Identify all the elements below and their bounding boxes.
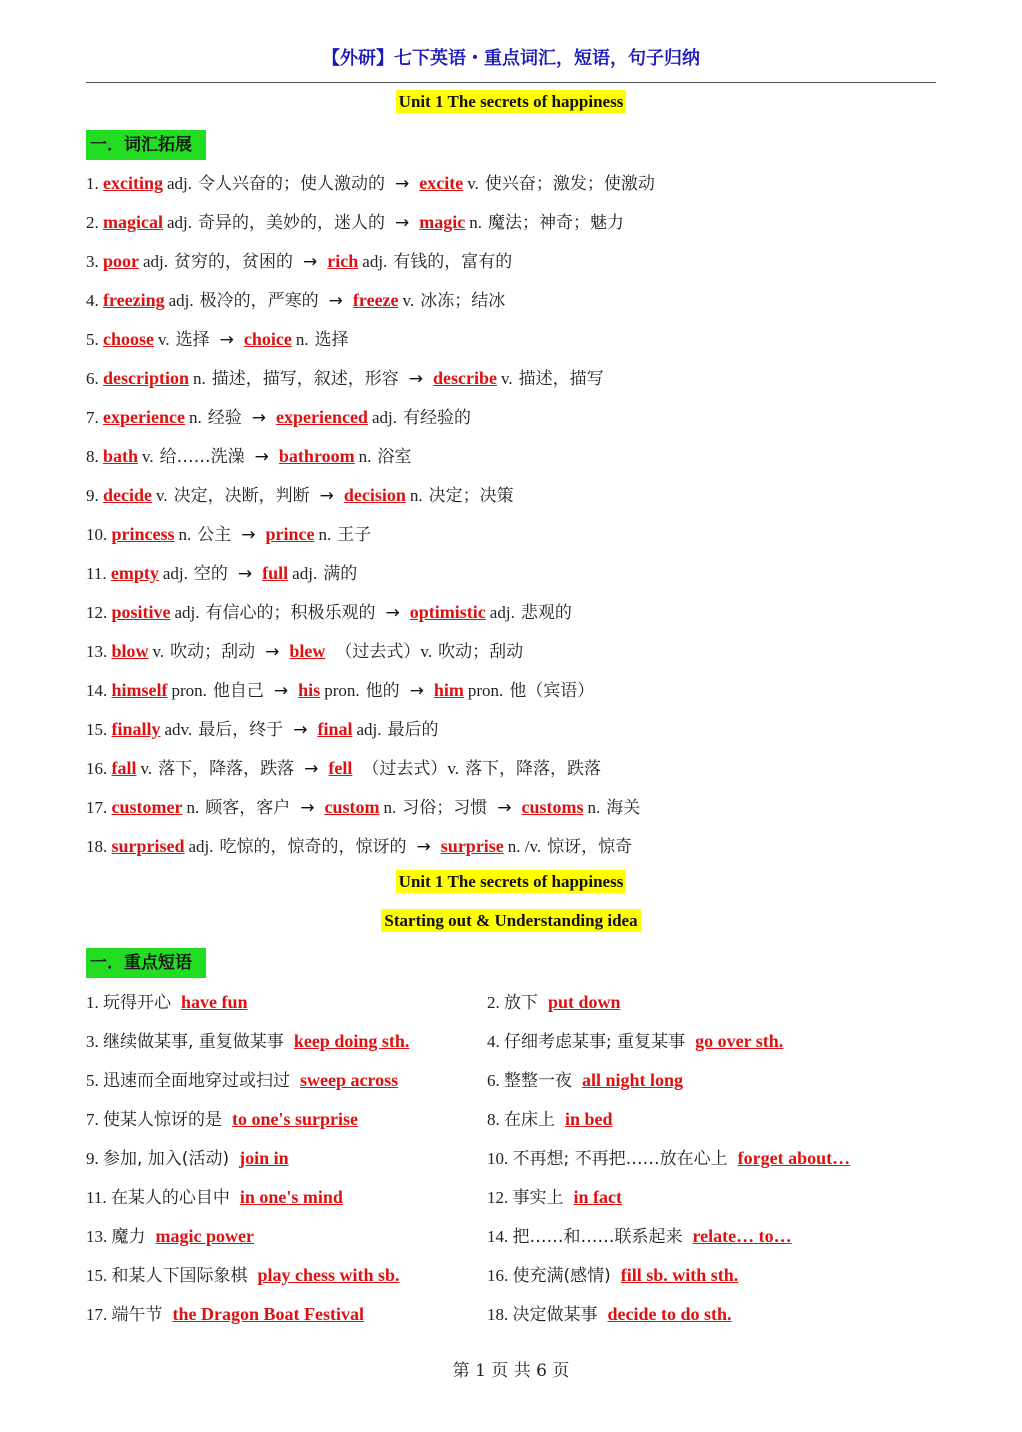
lesson-subtitle-text: Starting out & Understanding idea <box>381 909 640 932</box>
phrase-answer: in bed <box>565 1109 613 1129</box>
document-title: 【外研】七下英语・重点词汇，短语，句子归纳 <box>322 48 700 69</box>
vocab-answer: experience <box>103 407 185 427</box>
vocab-row <box>86 756 601 780</box>
title-divider <box>86 82 936 83</box>
part-of-speech: pron. <box>324 681 360 700</box>
vocab-answer: his <box>298 680 321 700</box>
phrase-meaning: 事实上 <box>512 1188 564 1208</box>
part-of-speech: adj. <box>174 603 200 622</box>
part-of-speech: n. <box>186 798 200 817</box>
vocab-number: 15. <box>86 720 112 739</box>
phrase-answer: put down <box>548 992 621 1012</box>
phrase-number: 7. <box>86 1110 103 1129</box>
phrase-number: 13. <box>86 1227 112 1246</box>
chinese-meaning: 使兴奋；激发；使激动 <box>484 174 655 194</box>
chinese-meaning: （过去式） <box>335 642 421 662</box>
vocab-answer: finally <box>111 719 161 739</box>
phrase-number: 6. <box>487 1071 504 1090</box>
chinese-meaning: 顾客，客户 <box>205 798 291 818</box>
chinese-meaning: 他自己 <box>212 681 264 701</box>
phrase-number: 11. <box>86 1188 111 1207</box>
part-of-speech: v. <box>140 759 153 778</box>
part-of-speech: n. <box>178 525 192 544</box>
part-of-speech: adj. <box>162 564 188 583</box>
vocab-number: 14. <box>86 681 112 700</box>
part-of-speech: v. <box>156 486 168 505</box>
vocab-answer: choose <box>103 329 154 349</box>
vocab-answer: empty <box>110 563 159 583</box>
chinese-meaning: 贫穷的，贫困的 <box>174 252 294 272</box>
phrase-number: 18. <box>487 1305 513 1324</box>
vocab-answer: experienced <box>275 407 368 427</box>
part-of-speech: adj. <box>489 603 515 622</box>
phrase-answer: have fun <box>181 992 248 1012</box>
phrase-meaning: 使充满(感情) <box>512 1266 611 1286</box>
vocab-answer: princess <box>111 524 175 544</box>
chinese-meaning: 决定；决策 <box>428 486 514 506</box>
phrase-item <box>487 1107 617 1131</box>
vocab-answer: customs <box>521 797 584 817</box>
phrase-answer: to one's surprise <box>232 1109 358 1129</box>
phrase-meaning: 把……和……联系起来 <box>512 1227 683 1247</box>
chinese-meaning: 奇异的，美妙的，迷人的 <box>198 213 386 233</box>
chinese-meaning: 惊讶，惊奇 <box>547 837 633 857</box>
part-of-speech: v. <box>402 291 415 310</box>
chinese-meaning: 王子 <box>337 525 372 545</box>
phrase-meaning: 迅速而全面地穿过或扫过 <box>103 1071 290 1091</box>
phrase-meaning: 仔细考虑某事; 重复某事 <box>504 1032 686 1052</box>
vocab-answer: himself <box>111 680 168 700</box>
chinese-meaning: 满的 <box>323 564 358 584</box>
vocab-answer: description <box>103 368 190 388</box>
part-of-speech: v. <box>142 447 154 466</box>
part-of-speech: n. <box>188 408 202 427</box>
part-of-speech: v. <box>158 330 170 349</box>
phrase-item <box>487 1302 736 1326</box>
lesson-subtitle <box>0 911 1022 931</box>
vocab-row <box>86 522 371 546</box>
vocab-answer: freeze <box>352 290 399 310</box>
chinese-meaning: 他（宾语） <box>509 681 595 701</box>
part-of-speech: adj. <box>188 837 214 856</box>
phrase-item <box>86 990 252 1014</box>
part-of-speech: adj. <box>167 213 193 232</box>
phrase-answer: in one's mind <box>239 1187 343 1207</box>
phrase-item <box>487 1068 687 1092</box>
unit-title-repeat-text: Unit 1 The secrets of happiness <box>396 870 627 893</box>
phrase-item <box>487 1185 626 1209</box>
vocab-answer: full <box>262 563 289 583</box>
chinese-meaning: 令人兴奋的；使人激动的 <box>198 174 386 194</box>
part-of-speech: pron. <box>467 681 504 700</box>
phrase-answer: forget about… <box>737 1148 851 1168</box>
phrase-item <box>487 1029 787 1053</box>
arrow-icon: → <box>251 408 266 428</box>
phrase-answer: magic power <box>155 1226 254 1246</box>
chinese-meaning: 经验 <box>207 408 242 428</box>
phrase-number: 8. <box>487 1110 504 1129</box>
phrase-meaning: 在某人的心目中 <box>110 1188 230 1208</box>
phrase-number: 15. <box>86 1266 112 1285</box>
phrase-meaning: 端午节 <box>111 1305 163 1325</box>
part-of-speech: n. <box>193 369 206 388</box>
phrase-item <box>487 1146 854 1170</box>
section-label-vocab: 一．词汇拓展 <box>86 130 206 160</box>
vocab-answer: choice <box>243 329 292 349</box>
phrase-item <box>86 1224 258 1248</box>
vocab-answer: prince <box>265 524 315 544</box>
phrase-meaning: 放下 <box>504 993 538 1013</box>
chinese-meaning: 有信心的；积极乐观的 <box>205 603 376 623</box>
vocab-number: 13. <box>86 642 112 661</box>
phrase-item <box>487 1224 796 1248</box>
chinese-meaning: 有经验的 <box>402 408 471 428</box>
page-footer: 第 1 页 共 6 页 <box>452 1361 570 1381</box>
phrase-number: 3. <box>86 1032 103 1051</box>
vocab-number: 5. <box>86 330 103 349</box>
phrase-item <box>86 1107 362 1131</box>
arrow-icon: → <box>300 798 315 818</box>
vocab-number: 12. <box>86 603 112 622</box>
vocab-number: 11. <box>86 564 111 583</box>
phrase-item <box>86 1302 368 1326</box>
chinese-meaning: 吹动；刮动 <box>170 642 256 662</box>
phrase-meaning: 在床上 <box>504 1110 555 1130</box>
vocab-number: 9. <box>86 486 103 505</box>
part-of-speech: n. <box>383 798 397 817</box>
vocab-answer: blew <box>289 641 326 661</box>
part-of-speech: n. <box>358 447 372 466</box>
vocab-row <box>86 561 357 585</box>
phrase-item <box>86 1068 402 1092</box>
arrow-icon: → <box>219 330 234 350</box>
part-of-speech: pron. <box>171 681 207 700</box>
arrow-icon: → <box>273 681 289 701</box>
part-of-speech: adv. <box>164 720 193 739</box>
phrase-meaning: 决定做某事 <box>512 1305 598 1325</box>
phrase-answer: decide to do sth. <box>607 1304 732 1324</box>
chinese-meaning: 落下，降落，跌落 <box>465 759 602 779</box>
chinese-meaning: 最后，终于 <box>198 720 284 740</box>
phrase-answer: sweep across <box>300 1070 399 1090</box>
vocab-answer: optimistic <box>409 602 486 622</box>
part-of-speech: n. /v. <box>507 837 542 856</box>
vocab-row <box>86 639 523 663</box>
chinese-meaning: 有钱的，富有的 <box>393 252 513 272</box>
phrase-answer: join in <box>239 1148 289 1168</box>
vocab-answer: positive <box>111 602 171 622</box>
chinese-meaning: 最后的 <box>387 720 439 740</box>
part-of-speech: n. <box>587 798 601 817</box>
vocab-row <box>86 600 572 624</box>
phrase-meaning: 和某人下国际象棋 <box>111 1266 248 1286</box>
phrase-number: 10. <box>487 1149 513 1168</box>
phrase-number: 14. <box>487 1227 513 1246</box>
vocab-row <box>86 366 604 390</box>
chinese-meaning: 描述，描写，叙述，形容 <box>211 369 399 389</box>
phrase-item <box>487 1263 742 1287</box>
vocab-answer: decide <box>103 485 152 505</box>
part-of-speech: v. <box>501 369 513 388</box>
vocab-number: 10. <box>86 525 112 544</box>
vocab-answer: custom <box>324 797 380 817</box>
part-of-speech: n. <box>295 330 309 349</box>
chinese-meaning: 吃惊的，惊奇的，惊讶的 <box>219 837 407 857</box>
phrase-meaning: 玩得开心 <box>103 993 171 1013</box>
vocab-row <box>86 483 514 507</box>
part-of-speech: v. <box>420 642 433 661</box>
phrase-number: 12. <box>487 1188 513 1207</box>
vocab-number: 7. <box>86 408 103 427</box>
chinese-meaning: 习俗；习惯 <box>402 798 488 818</box>
arrow-icon: → <box>241 525 256 545</box>
part-of-speech: n. <box>318 525 332 544</box>
chinese-meaning: 选择 <box>314 330 349 350</box>
phrase-number: 5. <box>86 1071 103 1090</box>
arrow-icon: → <box>265 642 280 662</box>
phrase-meaning: 参加, 加入(活动) <box>103 1149 230 1169</box>
phrase-item <box>86 1146 293 1170</box>
chinese-meaning: 落下，降落，跌落 <box>158 759 295 779</box>
vocab-answer: blow <box>111 641 149 661</box>
vocab-number: 1. <box>86 174 103 193</box>
vocab-row <box>86 834 632 858</box>
vocab-row <box>86 249 512 273</box>
chinese-meaning: 魔法；神奇；魅力 <box>488 213 625 233</box>
phrase-number: 4. <box>487 1032 504 1051</box>
vocab-answer: freezing <box>103 290 165 310</box>
arrow-icon: → <box>328 291 343 311</box>
part-of-speech: adj. <box>292 564 318 583</box>
vocab-answer: him <box>433 680 464 700</box>
vocab-row <box>86 171 655 195</box>
part-of-speech: adj. <box>168 291 194 310</box>
vocab-row <box>86 717 439 741</box>
vocab-answer: surprised <box>111 836 185 856</box>
vocab-answer: exciting <box>103 173 163 193</box>
vocab-row <box>86 444 411 468</box>
phrase-answer: all night long <box>582 1070 684 1090</box>
vocab-row <box>86 405 471 429</box>
phrase-answer: the Dragon Boat Festival <box>172 1304 364 1324</box>
part-of-speech: adj. <box>362 252 388 271</box>
arrow-icon: → <box>304 759 319 779</box>
phrase-meaning: 不再想; 不再把……放在心上 <box>512 1149 728 1169</box>
chinese-meaning: 悲观的 <box>520 603 572 623</box>
chinese-meaning: 他的 <box>365 681 400 701</box>
vocab-answer: decision <box>343 485 406 505</box>
vocab-answer: describe <box>433 368 497 388</box>
chinese-meaning: 浴室 <box>377 447 412 467</box>
phrase-number: 17. <box>86 1305 112 1324</box>
vocab-number: 6. <box>86 369 103 388</box>
phrase-item <box>487 990 625 1014</box>
vocab-row <box>86 210 624 234</box>
vocab-answer: fell <box>328 758 353 778</box>
part-of-speech: n. <box>409 486 423 505</box>
vocab-answer: fall <box>111 758 137 778</box>
part-of-speech: v. <box>467 174 479 193</box>
chinese-meaning: 决定，决断，判断 <box>173 486 310 506</box>
vocab-number: 16. <box>86 759 112 778</box>
phrase-number: 16. <box>487 1266 513 1285</box>
phrase-answer: go over sth. <box>695 1031 784 1051</box>
arrow-icon: → <box>395 174 410 194</box>
arrow-icon: → <box>385 603 400 623</box>
phrase-meaning: 继续做某事, 重复做某事 <box>103 1032 284 1052</box>
phrase-item <box>86 1263 404 1287</box>
vocab-number: 17. <box>86 798 112 817</box>
phrase-item <box>86 1029 413 1053</box>
vocab-number: 8. <box>86 447 103 466</box>
chinese-meaning: 海关 <box>606 798 641 818</box>
chinese-meaning: 描述，描写 <box>518 369 604 389</box>
vocab-row <box>86 288 505 312</box>
phrase-meaning: 整整一夜 <box>504 1071 572 1091</box>
section-label-phrases: 一．重点短语 <box>86 948 206 978</box>
phrase-answer: keep doing sth. <box>293 1031 410 1051</box>
arrow-icon: → <box>409 681 424 701</box>
arrow-icon: → <box>319 486 334 506</box>
phrase-item <box>86 1185 347 1209</box>
phrase-answer: in fact <box>573 1187 622 1207</box>
arrow-icon: → <box>395 213 410 233</box>
vocab-answer: poor <box>103 251 139 271</box>
vocab-answer: excite <box>419 173 464 193</box>
chinese-meaning: 吹动；刮动 <box>438 642 524 662</box>
vocab-answer: surprise <box>440 836 504 856</box>
unit-title <box>0 92 1022 112</box>
part-of-speech: v. <box>152 642 165 661</box>
vocab-answer: bath <box>103 446 139 466</box>
phrase-answer: fill sb. with sth. <box>620 1265 739 1285</box>
part-of-speech: n. <box>469 213 483 232</box>
vocab-answer: customer <box>111 797 183 817</box>
vocab-answer: rich <box>327 251 359 271</box>
part-of-speech: adj. <box>371 408 397 427</box>
vocab-answer: magic <box>419 212 466 232</box>
arrow-icon: → <box>254 447 269 467</box>
arrow-icon: → <box>293 720 308 740</box>
phrase-meaning: 使某人惊讶的是 <box>103 1110 222 1130</box>
part-of-speech: v. <box>447 759 460 778</box>
arrow-icon: → <box>408 369 424 389</box>
part-of-speech: adj. <box>167 174 193 193</box>
chinese-meaning: 给……洗澡 <box>159 447 245 467</box>
phrase-answer: play chess with sb. <box>257 1265 400 1285</box>
vocab-number: 3. <box>86 252 103 271</box>
vocab-answer: bathroom <box>278 446 355 466</box>
chinese-meaning: 选择 <box>175 330 210 350</box>
chinese-meaning: 空的 <box>193 564 228 584</box>
arrow-icon: → <box>237 564 253 584</box>
vocab-number: 18. <box>86 837 112 856</box>
vocab-number: 4. <box>86 291 103 310</box>
arrow-icon: → <box>497 798 512 818</box>
vocab-number: 2. <box>86 213 103 232</box>
unit-title-repeat <box>0 872 1022 892</box>
phrase-answer: relate… to… <box>692 1226 792 1246</box>
vocab-answer: magical <box>103 212 163 232</box>
chinese-meaning: 极冷的，严寒的 <box>199 291 319 311</box>
arrow-icon: → <box>416 837 431 857</box>
phrase-number: 1. <box>86 993 103 1012</box>
phrase-meaning: 魔力 <box>111 1227 146 1247</box>
arrow-icon: → <box>303 252 318 272</box>
phrase-number: 9. <box>86 1149 103 1168</box>
part-of-speech: adj. <box>356 720 382 739</box>
vocab-answer: final <box>317 719 353 739</box>
vocab-row <box>86 327 349 351</box>
part-of-speech: adj. <box>143 252 169 271</box>
vocab-row <box>86 678 594 702</box>
chinese-meaning: （过去式） <box>362 759 448 779</box>
chinese-meaning: 冰冻；结冰 <box>420 291 506 311</box>
vocab-row <box>86 795 640 819</box>
chinese-meaning: 公主 <box>197 525 232 545</box>
phrase-number: 2. <box>487 993 504 1012</box>
unit-title-text: Unit 1 The secrets of happiness <box>396 90 627 113</box>
